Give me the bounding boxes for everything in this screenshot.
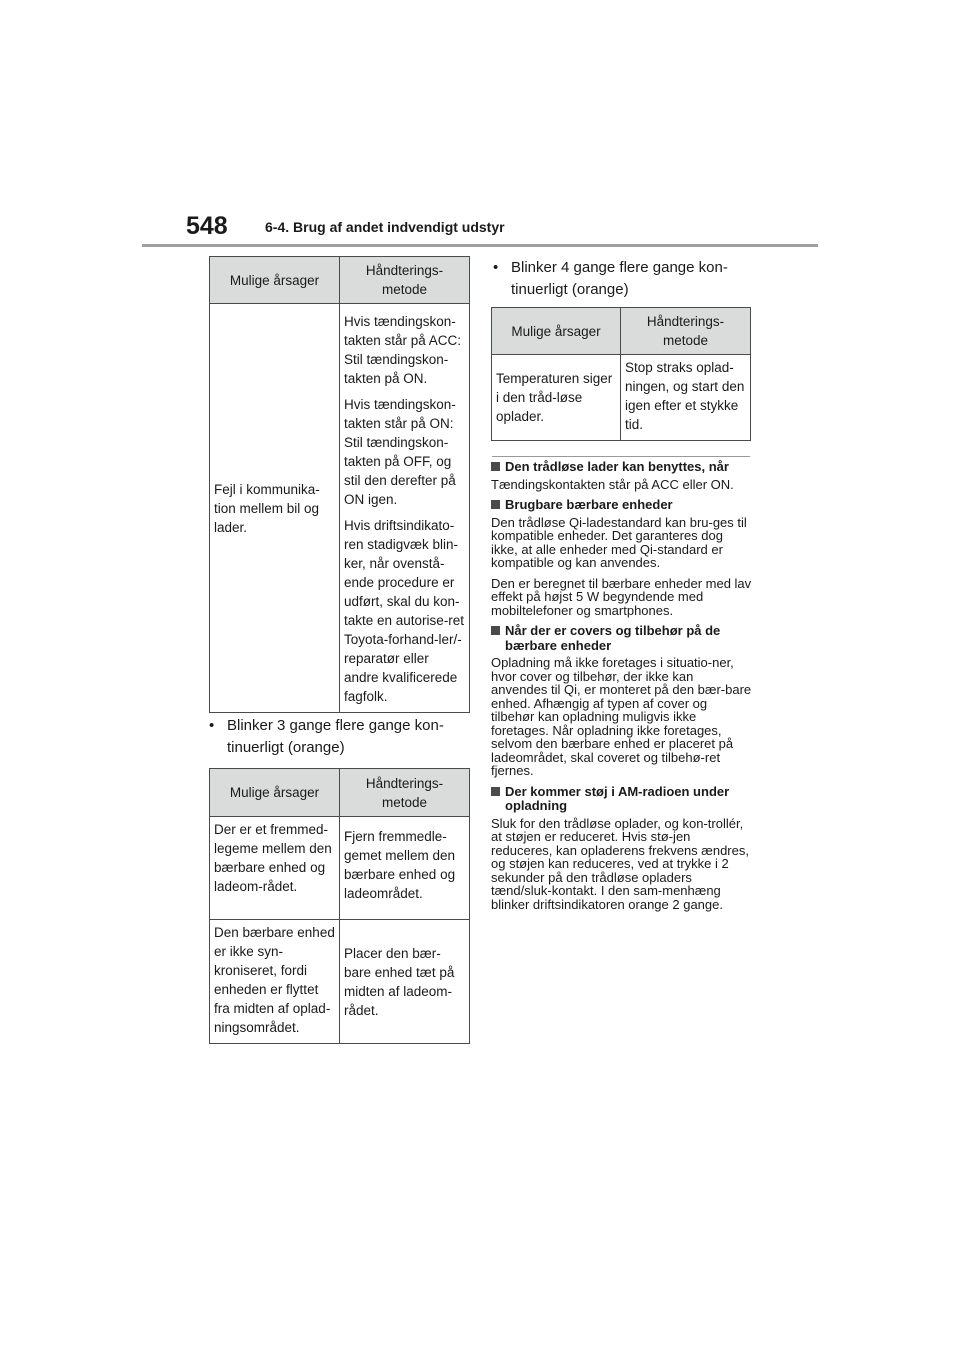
- column-header-causes: Mulige årsager: [210, 257, 340, 304]
- bullet-dot: •: [493, 259, 499, 276]
- table-header-row: [492, 308, 751, 355]
- column-header-action: Håndterings-metode: [340, 257, 470, 304]
- action-paragraph: Hvis tændingskon-takten står på ON: Stil tændingskon-takten på OFF, og stil den derefter på ON igen.: [344, 397, 456, 507]
- table-row: [210, 920, 470, 1044]
- table-header-row: [210, 257, 470, 304]
- column-header-causes: Mulige årsager: [210, 769, 340, 817]
- note-heading: Der kommer støj i AM-radioen under opladning: [491, 785, 753, 814]
- cause-cell: Den bærbare enhed er ikke syn-kroniseret, fordi enheden er flyttet fra midten af oplad-ningsområdet.: [210, 920, 340, 1044]
- action-paragraph: Hvis tændingskon-takten står på ACC: Stil tændingskon-takten på ON.: [344, 314, 462, 386]
- table-row: [492, 355, 751, 441]
- table-row: [210, 817, 470, 920]
- section-title: 6-4. Brug af andet indvendigt udstyr: [265, 219, 505, 235]
- action-cell: [340, 304, 470, 713]
- table-blink-4: [491, 307, 751, 441]
- note-heading: Brugbare bærbare enheder: [491, 498, 753, 513]
- table-row: [210, 304, 470, 713]
- cause-cell: Fejl i kommunika-tion mellem bil og lader.: [210, 304, 340, 713]
- bullet-dot: •: [209, 717, 215, 734]
- page-number: 548: [186, 212, 228, 240]
- action-cell: Stop straks oplad-ningen, og start den igen efter et stykke tid.: [621, 355, 751, 441]
- column-header-action: Håndterings-metode: [340, 769, 470, 817]
- table-header-row: [210, 769, 470, 817]
- square-bullet-icon: [491, 787, 500, 796]
- header-rule: [142, 244, 818, 247]
- note-paragraph: Den trådløse Qi-ladestandard kan bru-ges til kompatible enheder. Det garanteres dog ikke, at alle enheder med Qi-standard er kompatible og kan anvendes.: [491, 514, 747, 570]
- table-communication-fault: [209, 256, 470, 713]
- note-paragraph: Sluk for den trådløse oplader, og kon-trollér, at støjen er reduceret. Hvis stø-jen reduceres, kan opladerens frekvens ændres, og støjen kan reduceres, ved at trykke i 2 sekunder på den trådløse opladers tænd/sluk-kontakt. I den sam-menhæng blinker driftsindikatoren orange 2 gange.: [491, 815, 749, 912]
- bullet-blink-4: • Blinker 4 gange flere gange kon-tinuerligt (orange): [493, 259, 728, 298]
- square-bullet-icon: [491, 462, 500, 471]
- note-heading: Den trådløse lader kan benyttes, når: [491, 460, 753, 475]
- notes-column: [491, 460, 753, 918]
- column-header-causes: Mulige årsager: [492, 308, 621, 355]
- note-paragraph: Tændingskontakten står på ACC eller ON.: [491, 476, 734, 492]
- action-cell: Fjern fremmedle-gemet mellem den bærbare enhed og ladeområdet.: [340, 817, 470, 920]
- section-separator: [492, 456, 750, 457]
- bullet-blink-3: • Blinker 3 gange flere gange kon-tinuerligt (orange): [209, 717, 444, 756]
- action-cell: Placer den bær-bare enhed tæt på midten af ladeom-rådet.: [340, 920, 470, 1044]
- table-blink-3: [209, 768, 470, 1044]
- note-heading: Når der er covers og tilbehør på de bærbare enheder: [491, 624, 753, 653]
- column-header-action: Håndterings-metode: [621, 308, 751, 355]
- note-paragraph: Den er beregnet til bærbare enheder med lav effekt på højst 5 W begyndende med mobiltelefoner og smartphones.: [491, 575, 752, 618]
- note-paragraph: Opladning må ikke foretages i situatio-ner, hvor cover og tilbehør, der ikke kan anvendes til Qi, er monteret på den bær-bare enhed. Afhængig af typen af cover og tilbehør kan opladning muligvis ikke foretages. Når opladning ikke foretages, selvom den bærbare enhed er placeret på ladeområdet, skal coveret og tilbehø-ret fjernes.: [491, 655, 752, 778]
- cause-cell: Temperaturen siger i den tråd-løse oplader.: [492, 355, 621, 441]
- square-bullet-icon: [491, 626, 500, 635]
- square-bullet-icon: [491, 500, 500, 509]
- action-paragraph: Hvis driftsindikato-ren stadigvæk blin-ker, når ovenstå-ende procedure er udført, skal du kon-takte en autorise-ret Toyota-forhand-ler/-reparatør eller andre kvalificerede fagfolk.: [344, 518, 465, 704]
- cause-cell: Der er et fremmed-legeme mellem den bærbare enhed og ladeom-rådet.: [210, 817, 340, 920]
